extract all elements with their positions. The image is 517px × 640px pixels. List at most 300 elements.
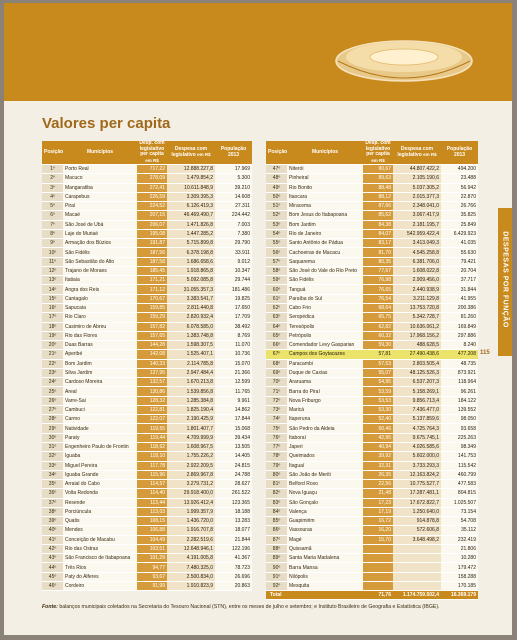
cell-per-capita: 21,48: [363, 489, 393, 498]
cell-expense: 1.525.407,1: [167, 350, 215, 359]
cell-position: 29º: [42, 424, 63, 433]
table-row: [42, 461, 252, 470]
cell-municipality: São Sebastião do Alto: [63, 257, 137, 266]
cell-population: 139.552: [441, 405, 478, 414]
cell-municipality: Trajano de Moraes: [63, 266, 137, 275]
cell-per-capita: 93,67: [137, 572, 167, 581]
section-side-tab-label: DESPESAS POR FUNÇÃO: [501, 231, 509, 328]
cell-per-capita: 57,53: [363, 359, 393, 368]
cell-expense: 1.479.854,2: [167, 174, 215, 183]
cell-municipality: Itaperuna: [287, 415, 363, 424]
cell-population: 14.862: [215, 405, 252, 414]
cell-per-capita: 84,07: [363, 229, 393, 238]
table-row: [42, 239, 252, 248]
cell-position: 8º: [42, 229, 63, 238]
cell-per-capita: 122,07: [137, 415, 167, 424]
cell-expense: 2.922.209,5: [167, 461, 215, 470]
cell-expense: 10.611.848,9: [167, 183, 215, 192]
cell-position: 89º: [266, 554, 287, 563]
cell-per-capita: [363, 581, 393, 590]
cell-per-capita: 15,70: [363, 535, 393, 544]
cell-expense: 4.191.005,8: [167, 554, 215, 563]
table-row: [266, 220, 478, 229]
cell-municipality: Areal: [63, 387, 137, 396]
cell-expense: 12.888.227,8: [167, 165, 215, 174]
cell-expense: 9.675.745,1: [393, 433, 441, 442]
cell-municipality: Cardoso Moreira: [63, 378, 137, 387]
cell-per-capita: 22,56: [363, 480, 393, 489]
cell-per-capita: 81,70: [363, 248, 393, 257]
cell-population: 477.583: [441, 480, 478, 489]
cell-position: 60º: [266, 285, 287, 294]
cell-expense: 31.055.357,3: [167, 285, 215, 294]
cell-position: 26º: [42, 396, 63, 405]
cell-population: 141.753: [441, 452, 478, 461]
cell-population: 232.419: [441, 535, 478, 544]
cell-municipality: Itaboraí: [287, 433, 363, 442]
cell-municipality: São Fidélis: [287, 276, 363, 285]
cell-position: 12º: [42, 266, 63, 275]
cell-municipality: São José de Ubá: [63, 220, 137, 229]
cell-per-capita: 53,30: [363, 405, 393, 414]
cell-municipality: Rio Claro: [63, 313, 137, 322]
cell-per-capita: 50,46: [363, 424, 393, 433]
cell-per-capita: 272,41: [137, 183, 167, 192]
cell-position: 62º: [266, 303, 287, 312]
cell-position: 57º: [266, 257, 287, 266]
cell-position: 71º: [266, 387, 287, 396]
cell-expense: 4.545.258,8: [393, 248, 441, 257]
cell-municipality: Cabo Frio: [287, 303, 363, 312]
cell-population: 48.735: [441, 359, 478, 368]
cell-per-capita: 119,44: [137, 433, 167, 442]
cell-position: 38º: [42, 507, 63, 516]
cell-population: 7.003: [215, 220, 252, 229]
cell-population: 98.349: [441, 442, 478, 451]
cell-municipality: Angra dos Reis: [63, 285, 137, 294]
cell-expense: 1.471.826,8: [167, 220, 215, 229]
table-row: [266, 498, 478, 507]
table-row: [266, 257, 478, 266]
cell-population: 13.505: [215, 442, 252, 451]
cell-population: 170.185: [441, 581, 478, 590]
cell-position: 41º: [42, 535, 63, 544]
table-row: [42, 192, 252, 201]
table-row: [42, 378, 252, 387]
col-header-per-capita: Desp. com legislativo per capita em R$: [363, 141, 393, 165]
page: [4, 3, 512, 635]
cell-position: 35º: [42, 480, 63, 489]
cell-position: 25º: [42, 387, 63, 396]
cell-expense: 1.825.190,4: [167, 405, 215, 414]
cell-municipality: Piraí: [63, 202, 137, 211]
cell-position: 6º: [42, 211, 63, 220]
table-row: [266, 239, 478, 248]
cell-municipality: Santa Maria Madalena: [287, 554, 363, 563]
cell-position: 50º: [266, 192, 287, 201]
cell-per-capita: 117,78: [137, 461, 167, 470]
cell-expense: 17.287.481,1: [393, 489, 441, 498]
cell-municipality: Três Rios: [63, 563, 137, 572]
cell-position: 45º: [42, 572, 63, 581]
cell-municipality: Comendador Levy Gasparian: [287, 341, 363, 350]
cell-municipality: Duas Barras: [63, 341, 137, 350]
table-row: [266, 294, 478, 303]
col-header-municipality: Municípios: [287, 141, 363, 165]
table-row: [266, 544, 478, 553]
cell-per-capita: 118,10: [137, 452, 167, 461]
cell-position: 32º: [42, 452, 63, 461]
cell-position: 90º: [266, 563, 287, 572]
cell-position: 37º: [42, 498, 63, 507]
table-row: [42, 581, 252, 590]
cell-expense: 2.015.377,3: [393, 192, 441, 201]
cell-per-capita: 170,67: [137, 294, 167, 303]
cell-position: 63º: [266, 313, 287, 322]
cell-position: 66º: [266, 341, 287, 350]
cell-expense: 1.999.357,9: [167, 507, 215, 516]
cell-position: 51º: [266, 202, 287, 211]
cell-population: 35.825: [441, 211, 478, 220]
cell-municipality: Laje do Muriaé: [63, 229, 137, 238]
cell-municipality: São Gonçalo: [287, 498, 363, 507]
cell-per-capita: 103,51: [137, 544, 167, 553]
col-header-total: Despesa com legislativo em R$: [167, 141, 215, 165]
cell-per-capita: [363, 554, 393, 563]
cell-position: 18º: [42, 322, 63, 331]
table-row: [266, 266, 478, 275]
cell-position: 49º: [266, 183, 287, 192]
cell-municipality: Araruama: [287, 378, 363, 387]
cell-municipality: Rio Bonito: [287, 183, 363, 192]
cell-population: 37.717: [441, 276, 478, 285]
cell-position: 4º: [42, 192, 63, 201]
total-expense: 1.174.759.502,4: [393, 591, 441, 600]
table-row: [266, 165, 478, 174]
cell-position: 10º: [42, 248, 63, 257]
cell-position: 15º: [42, 294, 63, 303]
cell-population: 179.472: [441, 563, 478, 572]
cell-position: 27º: [42, 405, 63, 414]
cell-per-capita: 159,29: [137, 313, 167, 322]
cell-municipality: Belford Roxo: [287, 480, 363, 489]
cell-expense: 10.775.527,7: [393, 480, 441, 489]
cell-population: 81.260: [441, 313, 478, 322]
cell-per-capita: 65,75: [363, 313, 393, 322]
cell-population: 73.154: [441, 507, 478, 516]
cell-expense: 3.383.541,7: [167, 294, 215, 303]
cell-per-capita: 206,07: [137, 220, 167, 229]
cell-expense: 3.279.731,2: [167, 480, 215, 489]
cell-position: 40º: [42, 526, 63, 535]
cell-population: 22.870: [441, 192, 478, 201]
cell-position: 81º: [266, 480, 287, 489]
cell-expense: 572.606,8: [393, 526, 441, 535]
cell-position: 73º: [266, 405, 287, 414]
cell-expense: 2.440.938,9: [393, 285, 441, 294]
table-row: [42, 517, 252, 526]
cell-position: 9º: [42, 239, 63, 248]
cell-expense: 5.602.000,0: [393, 452, 441, 461]
cell-municipality: Carmo: [63, 415, 137, 424]
table-row: [42, 480, 252, 489]
cell-position: 59º: [266, 276, 287, 285]
cell-population: 14.405: [215, 452, 252, 461]
cell-per-capita: 140,33: [137, 359, 167, 368]
cell-municipality: Bom Jardim: [287, 220, 363, 229]
table-header: [42, 141, 252, 165]
cell-per-capita: 76,65: [363, 285, 393, 294]
cell-per-capita: 122,81: [137, 405, 167, 414]
cell-per-capita: 53,53: [363, 396, 393, 405]
col-header-position: Posição: [266, 141, 287, 165]
cell-position: 34º: [42, 470, 63, 479]
cell-municipality: São Francisco de Itabapoana: [63, 554, 137, 563]
cell-population: 17.844: [215, 415, 252, 424]
col-header-per-capita: Desp. com legislativo per capita em R$: [137, 141, 167, 165]
table-row: [266, 368, 478, 377]
table-row: [266, 396, 478, 405]
cell-position: 72º: [266, 396, 287, 405]
cell-per-capita: 157,82: [137, 322, 167, 331]
cell-expense: 1.918.865,8: [167, 266, 215, 275]
cell-population: 6.429.923: [441, 229, 478, 238]
table-row: [266, 415, 478, 424]
table-header: [266, 141, 478, 165]
cell-expense: 5.092.085,8: [167, 276, 215, 285]
cell-population: 224.442: [215, 211, 252, 220]
cell-municipality: Maricá: [287, 405, 363, 414]
cell-position: 20º: [42, 341, 63, 350]
cell-position: 24º: [42, 378, 63, 387]
table-row: [42, 313, 252, 322]
table-row: [42, 424, 252, 433]
cell-population: 41.035: [441, 239, 478, 248]
cell-position: 58º: [266, 266, 287, 275]
total-population: 16.369.179: [441, 591, 478, 600]
table-row: [42, 433, 252, 442]
cell-position: 80º: [266, 470, 287, 479]
cell-position: 83º: [266, 498, 287, 507]
table-row: [42, 415, 252, 424]
cell-expense: 3.648.498,2: [393, 535, 441, 544]
table-row: [266, 442, 478, 451]
cell-population: 1.025.507: [441, 498, 478, 507]
cell-expense: 3.733.293,3: [393, 461, 441, 470]
table-row: [42, 535, 252, 544]
cell-position: 85º: [266, 517, 287, 526]
table-row: [266, 202, 478, 211]
cell-expense: 13.926.412,4: [167, 498, 215, 507]
cell-position: 19º: [42, 331, 63, 340]
cell-per-capita: 90,67: [363, 165, 393, 174]
cell-municipality: Armação dos Búzios: [63, 239, 137, 248]
col-header-population: População 2013: [441, 141, 478, 165]
cell-expense: [393, 563, 441, 572]
table-row: [42, 211, 252, 220]
cell-expense: 12.163.824,2: [393, 470, 441, 479]
table-row: [42, 183, 252, 192]
table-row: [42, 220, 252, 229]
cell-municipality: Tanguá: [287, 285, 363, 294]
table-row: [42, 350, 252, 359]
cell-per-capita: 16,72: [363, 517, 393, 526]
table-row: [42, 331, 252, 340]
cell-expense: 9.856.713,4: [393, 396, 441, 405]
cell-municipality: Iguaba: [63, 452, 137, 461]
cell-per-capita: 94,77: [137, 563, 167, 572]
cell-expense: [393, 544, 441, 553]
cell-expense: 6.126.419,3: [167, 202, 215, 211]
cell-municipality: Vassouras: [287, 526, 363, 535]
table-row: [42, 322, 252, 331]
cell-per-capita: 42,95: [363, 433, 393, 442]
cell-per-capita: 187,58: [137, 257, 167, 266]
cell-expense: 1.539.856,8: [167, 387, 215, 396]
cell-expense: 1.598.307,5: [167, 341, 215, 350]
cell-expense: 542.959.422,4: [393, 229, 441, 238]
cell-position: 28º: [42, 415, 63, 424]
cell-expense: 1.383.748,8: [167, 331, 215, 340]
cell-municipality: Mesquita: [287, 581, 363, 590]
cell-expense: [393, 581, 441, 590]
cell-expense: 44.807.422,2: [393, 165, 441, 174]
table-row: [42, 526, 252, 535]
cell-municipality: São João de Meriti: [287, 470, 363, 479]
table-row: [266, 480, 478, 489]
cell-municipality: Mendes: [63, 526, 137, 535]
cell-position: 42º: [42, 544, 63, 553]
cell-per-capita: 89,63: [363, 174, 393, 183]
cell-municipality: Paraty: [63, 433, 137, 442]
cell-municipality: Miguel Pereira: [63, 461, 137, 470]
cell-expense: 10.636.061,2: [393, 322, 441, 331]
table-row: [266, 470, 478, 479]
cell-expense: 1.670.213,8: [167, 378, 215, 387]
cell-municipality: Barra do Piraí: [287, 387, 363, 396]
cell-per-capita: 52,40: [363, 415, 393, 424]
cell-expense: 1.801.407,7: [167, 424, 215, 433]
table-row: [266, 517, 478, 526]
cell-expense: 1.447.285,2: [167, 229, 215, 238]
cell-position: 53º: [266, 220, 287, 229]
cell-population: 9.961: [215, 396, 252, 405]
table-row: [266, 489, 478, 498]
cell-per-capita: 39,92: [363, 452, 393, 461]
total-per-capita: 71,76: [363, 591, 393, 600]
cell-population: 79.421: [441, 257, 478, 266]
cell-per-capita: 159,85: [137, 303, 167, 312]
cell-per-capita: [363, 563, 393, 572]
cell-position: 2º: [42, 174, 63, 183]
cell-position: 5º: [42, 202, 63, 211]
cell-position: 23º: [42, 368, 63, 377]
cell-population: 15.070: [215, 359, 252, 368]
cell-per-capita: 85,62: [363, 211, 393, 220]
cell-per-capita: 119,55: [137, 424, 167, 433]
cell-municipality: Engenheiro Paulo de Frontin: [63, 442, 137, 451]
cell-position: 11º: [42, 257, 63, 266]
cell-per-capita: 88,12: [363, 192, 393, 201]
cell-municipality: Varre-Sai: [63, 396, 137, 405]
cell-per-capita: 76,54: [363, 294, 393, 303]
cell-expense: 1.436.720,0: [167, 517, 215, 526]
cell-population: 122.196: [215, 544, 252, 553]
cell-population: 25.849: [441, 220, 478, 229]
cell-position: 70º: [266, 378, 287, 387]
cell-expense: 13.753.720,8: [393, 303, 441, 312]
table-row: [42, 572, 252, 581]
cell-population: 11.070: [215, 341, 252, 350]
cell-municipality: Iguaba Grande: [63, 470, 137, 479]
cell-per-capita: [363, 544, 393, 553]
cell-expense: 1.910.823,9: [167, 581, 215, 590]
cell-position: 17º: [42, 313, 63, 322]
cell-position: 56º: [266, 248, 287, 257]
cell-municipality: Silva Jardim: [63, 368, 137, 377]
cell-population: 18.188: [215, 507, 252, 516]
table-row: [42, 405, 252, 414]
cell-expense: 5.158.269,1: [393, 387, 441, 396]
cell-expense: 48.125.526,3: [393, 368, 441, 377]
cell-population: 93.658: [441, 424, 478, 433]
cell-per-capita: 144,28: [137, 341, 167, 350]
table-row: [266, 378, 478, 387]
cell-population: 494.200: [441, 165, 478, 174]
cell-population: 23.488: [441, 174, 478, 183]
cell-per-capita: 59,30: [363, 341, 393, 350]
cell-population: 17.969: [215, 165, 252, 174]
cell-population: 225.263: [441, 433, 478, 442]
cell-population: 24.788: [215, 470, 252, 479]
header-banner: [4, 3, 512, 101]
cell-per-capita: 101,29: [137, 554, 167, 563]
table-row: [266, 554, 478, 563]
cell-expense: 1.285.384,8: [167, 396, 215, 405]
cell-expense: 2.820.932,4: [167, 313, 215, 322]
cell-position: 86º: [266, 526, 287, 535]
cell-position: 44º: [42, 563, 63, 572]
table-row: [42, 202, 252, 211]
cell-municipality: Itatiaia: [63, 276, 137, 285]
cell-municipality: Queimados: [287, 452, 363, 461]
cell-municipality: Arraial do Cabo: [63, 480, 137, 489]
cell-expense: 29.918.400,0: [167, 489, 215, 498]
cell-population: 78.723: [215, 563, 252, 572]
cell-expense: 2.811.440,8: [167, 303, 215, 312]
cell-population: 98.050: [441, 415, 478, 424]
cell-municipality: Mangaratiba: [63, 183, 137, 192]
col-header-municipality: Municípios: [63, 141, 137, 165]
cell-municipality: Sapucaia: [63, 303, 137, 312]
page-title: Valores per capita: [42, 115, 171, 132]
table-row: [42, 229, 252, 238]
cell-municipality: Itaguaí: [287, 461, 363, 470]
cell-per-capita: 87,66: [363, 202, 393, 211]
cell-municipality: Resende: [63, 498, 137, 507]
cell-expense: 5.715.899,8: [167, 239, 215, 248]
cell-expense: [393, 554, 441, 563]
cell-per-capita: 62,82: [363, 322, 393, 331]
ranking-table-right: [266, 141, 478, 600]
cell-position: 76º: [266, 433, 287, 442]
cell-population: 115.542: [441, 461, 478, 470]
cell-position: 13º: [42, 276, 63, 285]
cell-position: 69º: [266, 368, 287, 377]
table-row: [266, 507, 478, 516]
cell-position: 82º: [266, 489, 287, 498]
cell-position: 14º: [42, 285, 63, 294]
